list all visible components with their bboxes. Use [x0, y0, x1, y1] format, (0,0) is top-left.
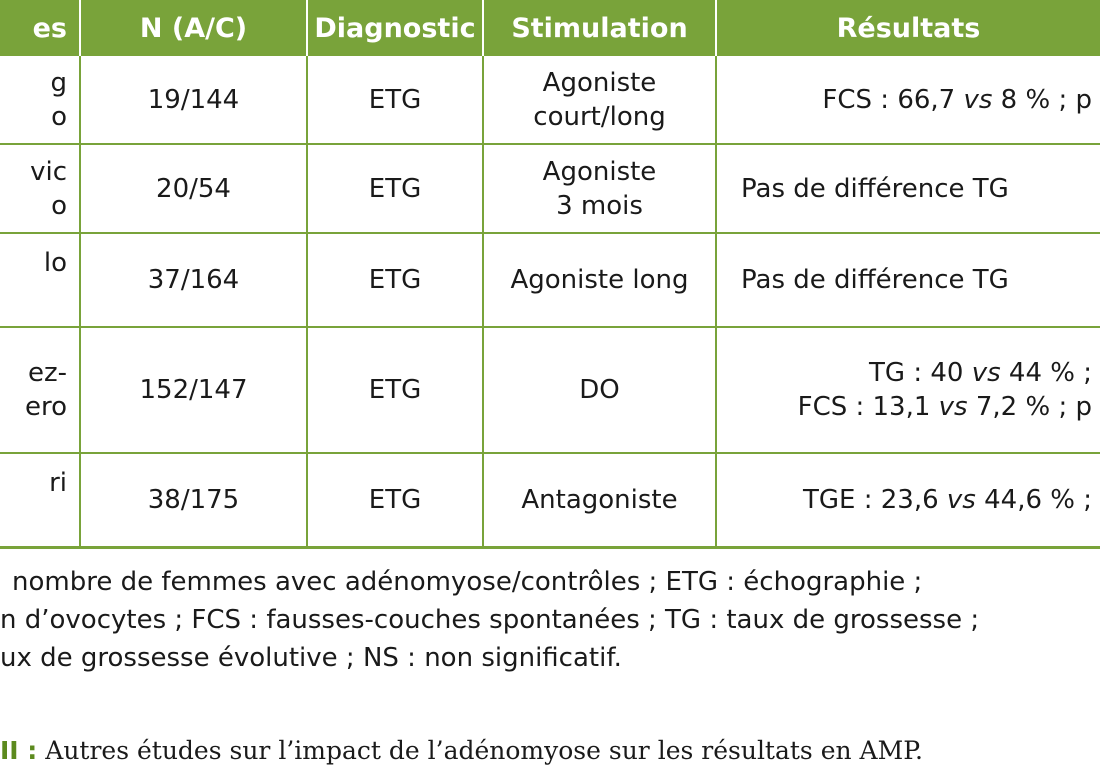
n-cell: 37/164	[80, 233, 307, 327]
header-studies: es	[0, 0, 80, 56]
legend-line: n d’ovocytes ; FCS : fausses-couches spontanées ; TG : taux de grossesse ;	[0, 605, 980, 635]
table-caption	[0, 736, 1072, 765]
results-cell: TG : 40 vs 44 % ; FCS : 13,1 vs 7,2 % ; p	[716, 327, 1100, 453]
header-results: Résultats	[716, 0, 1100, 56]
table-row	[0, 233, 1100, 327]
caption-label: II :	[0, 736, 38, 765]
stimulation-cell: Agoniste long	[483, 233, 716, 327]
results-cell: FCS : 66,7 vs 8 % ; p	[716, 56, 1100, 144]
study-cell: ez- ero	[0, 327, 80, 453]
n-cell: 38/175	[80, 453, 307, 548]
results-cell: TGE : 23,6 vs 44,6 % ;	[716, 453, 1100, 548]
diagnostic-cell: ETG	[307, 144, 483, 233]
study-cell: ri	[0, 453, 80, 548]
header-n: N (A/C)	[80, 0, 307, 56]
table-header-row	[0, 0, 1100, 56]
diagnostic-cell: ETG	[307, 56, 483, 144]
diagnostic-cell: ETG	[307, 327, 483, 453]
header-diagnostic: Diagnostic	[307, 0, 483, 56]
results-cell: Pas de différence TG	[716, 233, 1100, 327]
legend-line: ux de grossesse évolutive ; NS : non significatif.	[0, 643, 622, 673]
diagnostic-cell: ETG	[307, 453, 483, 548]
table-row	[0, 327, 1100, 453]
stimulation-cell: Agoniste 3 mois	[483, 144, 716, 233]
stimulation-cell: Antagoniste	[483, 453, 716, 548]
stimulation-cell: DO	[483, 327, 716, 453]
header-stimulation: Stimulation	[483, 0, 716, 56]
n-cell: 19/144	[80, 56, 307, 144]
study-cell: vic o	[0, 144, 80, 233]
n-cell: 152/147	[80, 327, 307, 453]
results-cell: Pas de différence TG	[716, 144, 1100, 233]
table-row	[0, 56, 1100, 144]
diagnostic-cell: ETG	[307, 233, 483, 327]
caption-text: Autres études sur l’impact de l’adénomyose sur les résultats en AMP.	[37, 736, 923, 765]
n-cell: 20/54	[80, 144, 307, 233]
stimulation-cell: Agoniste court/long	[483, 56, 716, 144]
table-row	[0, 453, 1100, 548]
legend-line: nombre de femmes avec adénomyose/contrôles ; ETG : échographie ;	[12, 567, 923, 597]
study-cell: lo	[0, 233, 80, 327]
table-row	[0, 144, 1100, 233]
study-cell: g o	[0, 56, 80, 144]
